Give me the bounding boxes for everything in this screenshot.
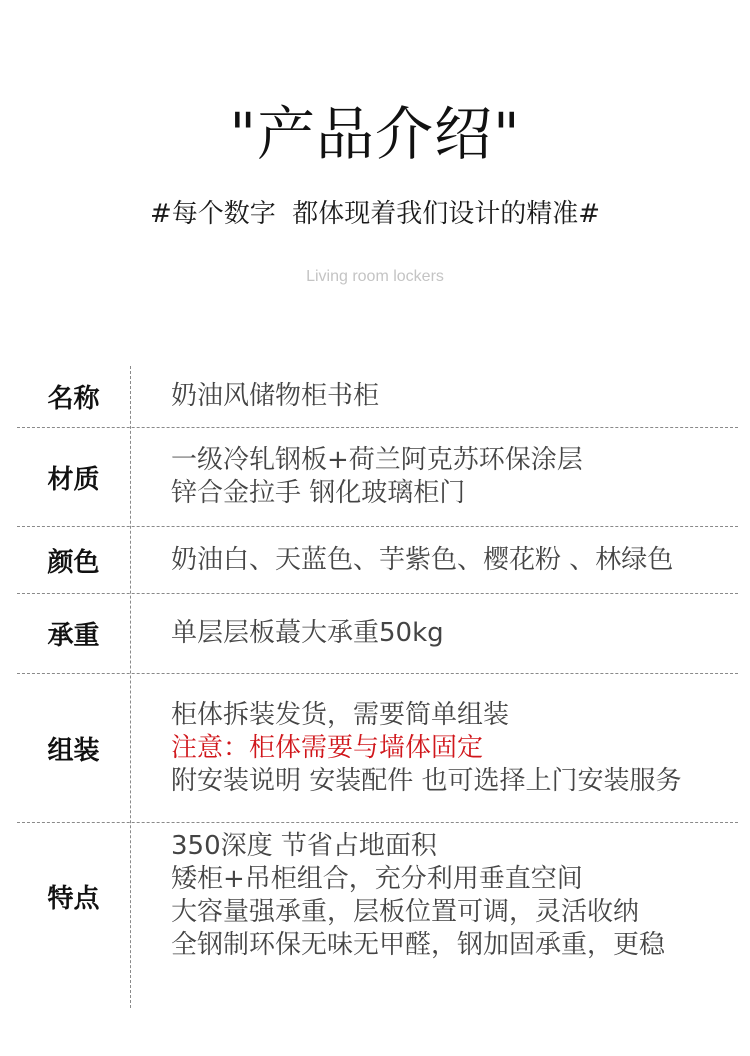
warning-note: 注意：柜体需要与墙体固定 xyxy=(171,732,484,763)
spec-line: 柜体拆装发货，需要简单组装 xyxy=(171,699,510,730)
spec-label: 承重 xyxy=(47,621,100,651)
page-title: "产品介绍" xyxy=(229,100,521,168)
spec-row-features xyxy=(17,823,738,969)
spec-value xyxy=(171,527,673,593)
spec-line: 单层层板蕞大承重50kg xyxy=(171,618,444,648)
spec-value xyxy=(171,823,665,969)
spec-row-load xyxy=(17,594,738,674)
tagline: Living room lockers xyxy=(306,268,444,285)
spec-value xyxy=(171,674,682,822)
spec-line: 锌合金拉手 钢化玻璃柜门 xyxy=(171,478,466,508)
spec-line: 附安装说明 安装配件 也可选择上门安装服务 xyxy=(171,765,682,796)
spec-line: 奶油白、天蓝色、芋紫色、樱花粉 、林绿色 xyxy=(171,544,674,575)
page-subtitle: #每个数字 都体现着我们设计的精准# xyxy=(149,199,601,229)
spec-label: 特点 xyxy=(47,883,100,914)
spec-value xyxy=(171,594,444,673)
spec-label: 材质 xyxy=(47,464,100,495)
spec-line: 全钢制环保无味无甲醛，钢加固承重，更稳 xyxy=(171,930,666,960)
spec-line: 大容量强承重，层板位置可调，灵活收纳 xyxy=(171,897,640,927)
spec-value xyxy=(171,428,583,526)
spec-line: 一级冷轧钢板+荷兰阿克苏环保涂层 xyxy=(171,445,583,475)
spec-line: 350深度 节省占地面积 xyxy=(171,831,437,861)
spec-row-material xyxy=(17,428,738,527)
spec-value xyxy=(171,366,379,427)
spec-label: 名称 xyxy=(47,384,100,414)
spec-line: 奶油风储物柜书柜 xyxy=(171,381,380,411)
spec-row-name xyxy=(17,366,738,428)
spec-row-assembly xyxy=(17,674,738,823)
spec-label: 颜色 xyxy=(47,547,100,578)
spec-row-color xyxy=(17,527,738,594)
spec-line: 矮柜+吊柜组合，充分利用垂直空间 xyxy=(171,864,583,894)
spec-label: 组装 xyxy=(47,735,100,766)
